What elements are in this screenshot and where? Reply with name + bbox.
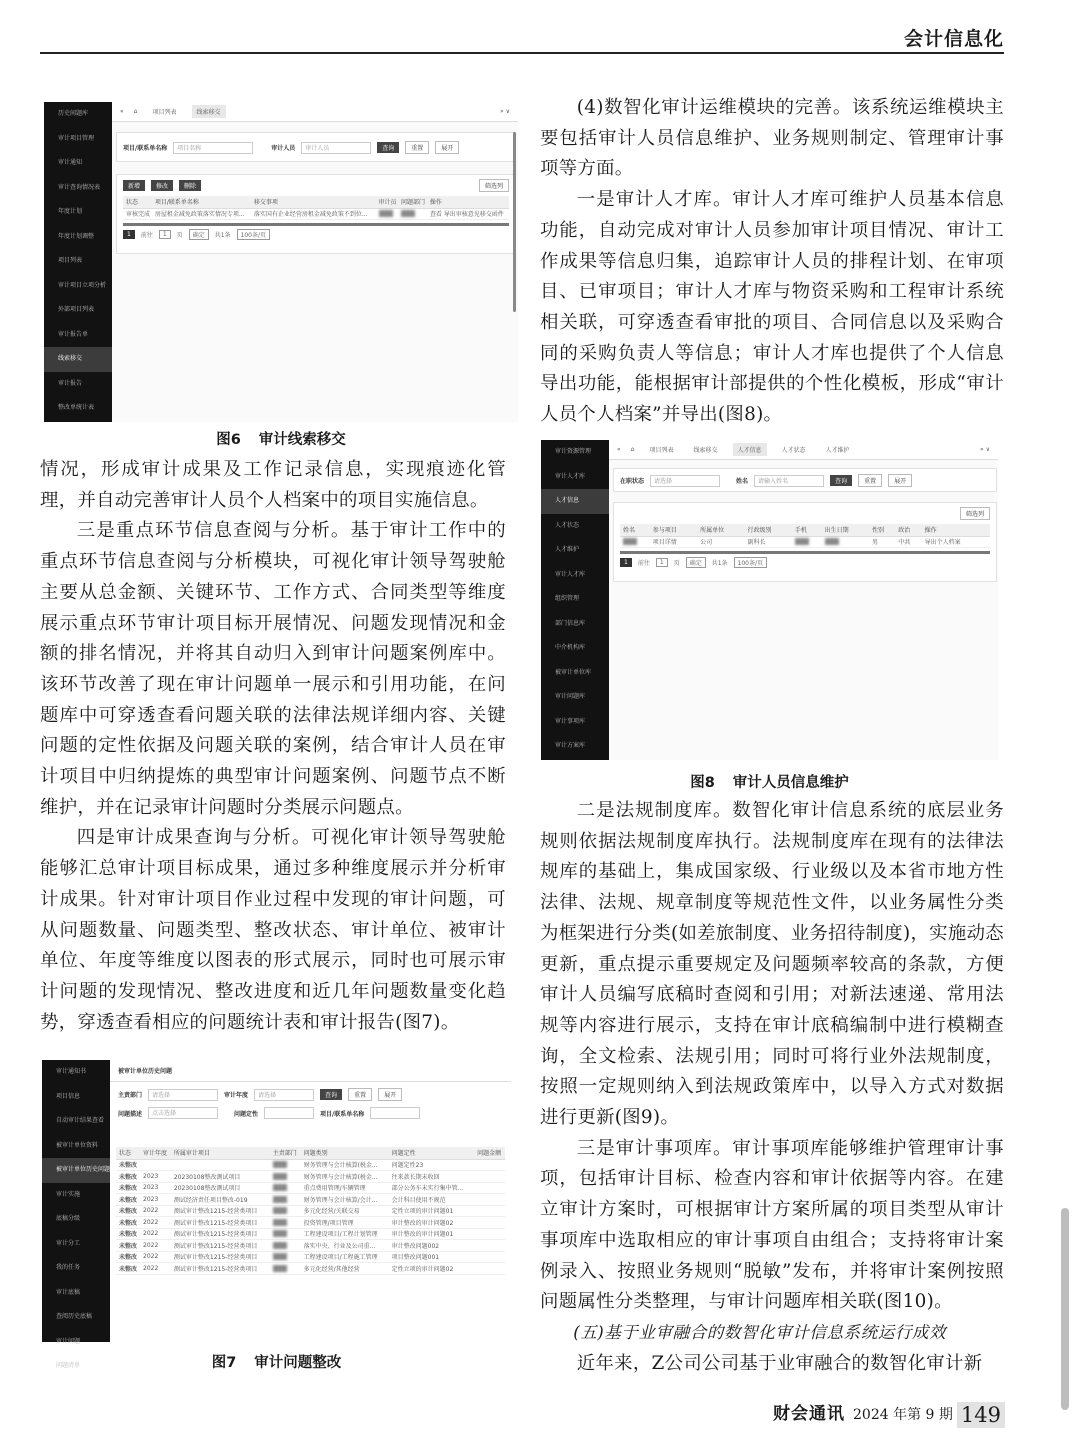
table-cell: 未整改 [116, 1251, 140, 1263]
redacted-value [273, 1196, 287, 1203]
table-cell: 测试审计整改1215-经营类项目 [171, 1228, 270, 1240]
sidebar-item[interactable]: 查阅历史底稿 [56, 1313, 93, 1320]
department-label: 主责部门 [118, 1092, 143, 1099]
table-cell [140, 1159, 171, 1171]
redacted-value [273, 1173, 287, 1180]
column-header[interactable]: 问题部门 [398, 196, 427, 208]
search-form [110, 1082, 511, 1125]
magazine-name: 财会通讯 [773, 1404, 846, 1424]
paragraph: 四是审计成果查询与分析。可视化审计领导驾驶舱能够汇总审计项目标成果，通过多种维度展示并分析审计成果。针对审计项目作业过程中发现的审计问题，可从问题数量、问题类型、整改状态、审计单位、被审计单位、年度等维度以图表的形式展示，同时也可展示审计问题的发现情况、整改进度和近几年问题数量变化趋势，穿透查看相应的问题统计表和审计报告(图7)。 [40, 827, 506, 1033]
redacted-value [273, 1230, 287, 1237]
figure-7-caption [42, 1351, 511, 1372]
column-header[interactable]: 状态 [123, 196, 152, 208]
table-cell [270, 1240, 301, 1252]
project-name-label: 项目/联系单名称 [123, 145, 168, 152]
table-cell: 2023 [140, 1171, 171, 1183]
table-row[interactable] [116, 1217, 505, 1229]
search-card [613, 468, 997, 492]
project-label: 项目/联系单名称 [320, 1110, 365, 1118]
table-cell: 未整改 [116, 1182, 140, 1194]
paragraph: (五)基于业审融合的数智化审计信息系统运行成效 [573, 1322, 947, 1342]
sidebar-item[interactable]: 问题清单 [56, 1362, 81, 1369]
figure-title: 审计人员信息维护 [732, 775, 849, 791]
table-cell [474, 1217, 505, 1229]
redacted-value [273, 1161, 287, 1168]
column-header[interactable]: 移交事项 [251, 196, 376, 208]
panel-title: 被审计单位历史问题 [110, 1060, 511, 1082]
table-row[interactable] [116, 1263, 505, 1275]
year-select[interactable]: 请选择 [254, 1089, 314, 1101]
page-footer [773, 1399, 1005, 1428]
pagination-item[interactable]: 1 [123, 230, 135, 239]
table-cell: 测试审计整改1215-经营类项目 [171, 1263, 270, 1275]
table-row[interactable] [116, 1205, 505, 1217]
pagination-item[interactable]: 确定 [686, 557, 706, 568]
sidebar-item[interactable]: 项目信息 [56, 1092, 81, 1100]
table-cell [474, 1240, 505, 1252]
column-header[interactable]: 问题金额 [474, 1147, 505, 1159]
sidebar-item[interactable]: 审计分工 [56, 1239, 81, 1247]
filter-columns-button[interactable]: 筛选列 [479, 179, 509, 192]
table-cell: 2022 [140, 1217, 171, 1229]
sidebar-item[interactable]: 项目列表 [58, 257, 83, 264]
table-cell: 多元化经营/关联交易 [301, 1205, 389, 1217]
table-cell: 2022 [140, 1228, 171, 1240]
column-header[interactable]: 问题定性 [389, 1147, 474, 1159]
column-header[interactable]: 所属审计项目 [171, 1147, 270, 1159]
pagination-item: 共1条 [214, 232, 231, 239]
viewer-scrollbar[interactable] [1061, 1208, 1069, 1410]
sidebar-item[interactable]: 审计报告单 [58, 330, 89, 338]
expand-button[interactable]: 展开 [888, 474, 912, 487]
figure-8-caption [541, 771, 998, 792]
table-row[interactable] [123, 208, 509, 220]
table-cell [474, 1171, 505, 1183]
column-header[interactable]: 问题类别 [301, 1147, 389, 1159]
table-cell [270, 1228, 301, 1240]
table-card [116, 174, 516, 254]
sidebar-item[interactable]: 审计通知书 [56, 1068, 87, 1075]
pagination-item[interactable]: 1 [159, 230, 171, 239]
sidebar-item[interactable]: 部门信息库 [555, 619, 586, 627]
tab[interactable]: 人才信息 [733, 443, 767, 456]
paragraph: 近年来，Z公司公司基于业审融合的数智化审计新 [576, 1352, 983, 1374]
table-cell: 未整改 [116, 1263, 140, 1275]
table-cell: 未整改 [116, 1171, 140, 1183]
column-header[interactable]: 参与项目 [650, 524, 697, 536]
figure-number: 图7 [211, 1355, 237, 1371]
status-label: 在职状态 [620, 478, 645, 485]
table-row[interactable] [116, 1182, 505, 1194]
pagination-item[interactable]: 100条/页 [734, 557, 767, 568]
table-cell: 审计整改的审计问题01 [389, 1228, 474, 1240]
pagination-item[interactable]: 100条/页 [237, 229, 270, 240]
sidebar-item[interactable]: 年度计划调整 [58, 232, 95, 240]
column-header[interactable]: 手机 [792, 524, 822, 536]
table-cell [474, 1194, 505, 1206]
edit-button[interactable]: 修改 [151, 180, 173, 191]
table-cell: 落实国有企业经营房租金减免政策不到位... [251, 208, 376, 220]
tab-bar [609, 440, 998, 460]
table-cell: 未整改 [116, 1159, 140, 1171]
table-cell: 20230108整改测试项目 [171, 1171, 270, 1183]
issues-table [116, 1147, 505, 1275]
pagination-item[interactable]: 1 [656, 558, 668, 567]
sidebar-item[interactable]: 自动审计结果查看 [56, 1117, 105, 1124]
paragraph: (4)数智化审计运维模块的完善。该系统运维模块主要包括审计人员信息维护、业务规则制定、管理审计事项等方面。 [540, 97, 1004, 180]
tab[interactable]: 项目列表 [649, 447, 674, 454]
table-cell: 项目详情 [650, 536, 697, 548]
table-cell: 投资管理/项目管理 [301, 1217, 389, 1229]
tab-bar [112, 102, 518, 122]
sidebar-item[interactable]: 审计查询情况表 [58, 183, 101, 191]
pagination [620, 557, 990, 568]
table-cell: 未整改 [116, 1194, 140, 1206]
table-cell: 2022 [140, 1251, 171, 1263]
table-cell: 多元化经营/其他经营 [301, 1263, 389, 1275]
table-row[interactable] [620, 536, 990, 548]
query-button[interactable]: 查询 [320, 1089, 342, 1100]
clue-table [123, 196, 509, 220]
table-cell: 工程建设项目/工程施工管理 [301, 1251, 389, 1263]
table-cell: 定性立项的审计问题01 [389, 1205, 474, 1217]
name-input[interactable]: 请输入姓名 [754, 475, 824, 487]
pagination-item: 前往 [637, 560, 650, 567]
expand-button[interactable]: 展开 [435, 141, 459, 154]
table-cell [398, 208, 427, 220]
paragraph: 三是审计事项库。审计事项库能够维护管理审计事项，包括审计目标、检查内容和审计依据等内容。在建立审计方案时，可根据审计方案所属的项目类型从审计事项库中选取相应的审计事项自由组合；支持将审计案例录入、按照业务规则“脱敏”发布，并将审计案例按照问题属性分类整理，与审计问题库相关联(图10)。 [540, 1137, 1004, 1313]
table-row[interactable] [116, 1171, 505, 1183]
sidebar-item[interactable]: 人才维护 [555, 546, 580, 553]
pagination-item[interactable]: 1 [620, 558, 632, 567]
table-cell: 男 [869, 536, 895, 548]
table-cell: 落实中央、行业及公司重... [301, 1240, 389, 1252]
sidebar-item[interactable]: 审计资源管理 [555, 448, 592, 455]
sidebar-item[interactable]: 被审计单位库 [555, 668, 592, 676]
pagination [123, 229, 509, 240]
status-select[interactable]: 请选择 [650, 475, 720, 487]
reset-button[interactable]: 重置 [405, 141, 429, 154]
pagination-item: 前往 [140, 232, 153, 239]
table-cell: 副科长 [744, 536, 791, 548]
table-cell: 未整改 [116, 1228, 140, 1240]
reset-button[interactable]: 重置 [348, 1088, 372, 1101]
auditor-label: 审计人员 [271, 145, 296, 152]
table-row[interactable] [116, 1240, 505, 1252]
table-cell [270, 1217, 301, 1229]
sidebar-item[interactable]: 审计项目管理 [58, 134, 95, 142]
table-cell: 项目整改问题001 [389, 1251, 474, 1263]
sidebar-item[interactable]: 线索移交 [44, 347, 112, 372]
right-column-top-text [540, 93, 1004, 431]
table-card [613, 502, 997, 582]
running-header [40, 26, 1004, 54]
redacted-value [273, 1265, 287, 1272]
table-cell: 导出个人档案 [922, 536, 990, 548]
sidebar-item[interactable]: 外部项目列表 [58, 306, 95, 313]
table-cell: 问题定性23 [389, 1159, 474, 1171]
tab[interactable]: 人才状态 [781, 447, 806, 454]
redacted-value [623, 538, 637, 545]
redacted-value [825, 538, 839, 545]
table-cell [792, 536, 822, 548]
table-cell: 测试审计整改1215-经营类项目 [171, 1240, 270, 1252]
column-header[interactable]: 审计年度 [140, 1147, 171, 1159]
collapse-icon[interactable]: « [120, 108, 124, 115]
table-cell [474, 1205, 505, 1217]
column-header[interactable]: 所属单位 [697, 524, 744, 536]
issue-desc-input[interactable]: 点击选择 [148, 1107, 218, 1119]
table-cell: 财务管理与会计核算(税金... [301, 1159, 389, 1171]
table-row[interactable] [116, 1159, 505, 1171]
column-header[interactable]: 姓名 [620, 524, 650, 536]
table-cell: 审计整改的审计问题02 [389, 1217, 474, 1229]
sidebar-item[interactable]: 组织管理 [555, 595, 580, 602]
table-cell: 会计科目使用不规范 [389, 1194, 474, 1206]
column-header[interactable]: 行政级别 [744, 524, 791, 536]
redacted-value [273, 1207, 287, 1214]
figure-8-screenshot [541, 440, 998, 760]
redacted-value [273, 1219, 287, 1226]
sidebar-item[interactable]: 审计底稿 [56, 1288, 81, 1296]
home-icon[interactable]: ⌂ [630, 446, 635, 453]
main-panel [110, 1060, 511, 1342]
table-cell [620, 536, 650, 548]
issue-nature-input[interactable] [264, 1107, 314, 1119]
column-header[interactable]: 政治 [895, 524, 921, 536]
project-input[interactable] [370, 1107, 420, 1119]
column-header[interactable]: 性别 [869, 524, 895, 536]
more-tabs-icon[interactable]: » ∨ [500, 108, 510, 115]
figure-6-caption [44, 428, 518, 449]
main-panel [609, 440, 998, 760]
table-cell: 工程建设项目/工程计划管理 [301, 1228, 389, 1240]
delete-button[interactable]: 删除 [179, 180, 201, 191]
sidebar-item[interactable]: 人才信息 [541, 489, 609, 514]
redacted-value [401, 210, 415, 217]
reset-button[interactable]: 重置 [858, 474, 882, 487]
table-cell [822, 536, 869, 548]
sidebar-item[interactable]: 被审计单位资料 [56, 1141, 99, 1149]
table-cell: 2022 [140, 1205, 171, 1217]
more-tabs-icon[interactable]: » ∨ [980, 446, 990, 453]
sidebar-item[interactable]: 底稿分级 [56, 1215, 81, 1222]
pagination-item[interactable]: 确定 [189, 229, 209, 240]
column-header[interactable]: 操作 [427, 196, 509, 208]
redacted-value [273, 1184, 287, 1191]
sidebar-item[interactable]: 审计问题 [56, 1337, 81, 1345]
talent-table [620, 524, 990, 548]
redacted-value [795, 538, 809, 545]
table-row[interactable] [116, 1251, 505, 1263]
main-panel [112, 102, 518, 422]
table-cell [474, 1182, 505, 1194]
sidebar-item[interactable]: 中介机构库 [555, 644, 586, 651]
auditor-input[interactable]: 审计人员 [301, 142, 371, 154]
expand-button[interactable]: 展开 [378, 1088, 402, 1101]
figure-title: 审计线索移交 [258, 432, 346, 448]
page-number: 149 [957, 1402, 1005, 1428]
sidebar-item[interactable]: 历史间题库 [58, 110, 89, 117]
home-icon[interactable]: ⌂ [133, 108, 138, 115]
sidebar-item[interactable]: 审计事项库 [555, 717, 586, 725]
paragraph: 一是审计人才库。审计人才库可维护人员基本信息功能，自动完成对审计人员参加审计项目情况、审计工作成果等信息归集，追踪审计人员的排程计划、在审项目、已审项目；审计人才库与物资采购和工程审计系统相关联，可穿透查看审批的项目、合同信息以及采购合同的采购负责人等信息；审计人才库也提供了个人信息导出功能，能根据审计部提供的个性化模板，形成“审计人员个人档案”并导出(图8)。 [540, 189, 1004, 426]
sidebar [541, 440, 609, 760]
table-cell: 未整改 [116, 1217, 140, 1229]
tab-clue-transfer[interactable]: 线索移交 [192, 105, 226, 118]
sidebar-item[interactable]: 人才状态 [555, 521, 580, 529]
redacted-value [273, 1242, 287, 1249]
redacted-value [273, 1253, 287, 1260]
pagination-item: 共1条 [711, 560, 728, 567]
table-cell: 财务管理与会计核算/会计... [301, 1194, 389, 1206]
sidebar-item[interactable]: 审计报告 [58, 379, 83, 387]
table-cell: 2022 [140, 1240, 171, 1252]
paragraph: 三是重点环节信息查阅与分析。基于审计工作中的重点环节信息查阅与分析模块，可视化审计领导驾驶舱主要从总金额、关键环节、工作方式、合同类型等维度展示重点环节审计项目标开展情况、问题发现情况和金额的排名情况，并将其自动归入到审计问题案例库中。该环节改善了现在审计问题单一展示和引用功能，在问题库中可穿透查看问题关联的法律法规详细内容、关键问题的定性依据及问题关联的案例，结合审计人员在审计项目中归纳提炼的典型审计问题案例、问题节点不断维护，并在记录审计问题时分类展示问题点。 [40, 520, 506, 818]
paragraph: 二是法规制度库。数智化审计信息系统的底层业务规则依据法规制度库执行。法规制度库在现有的法律法规库的基础上，集成国家级、行业级以及本省市地方性法律、法规、规章制度等规范性文件，以业务属性分类为框架进行分类(如差旅制度、业务招待制度)，实施动态更新，重点提示重要规定及问题频率较高的条款，方便审计人员编写底稿时查阅和引用；对新法速递、常用法规等内容进行展示，支持在审计底稿编制中进行模糊查询，全文检索、法规引用；同时可将行业外法规制度，按照一定规则纳入到法规政策库中，以导入方式对数据进行更新(图9)。 [540, 800, 1004, 1129]
column-header[interactable]: 审计员 [376, 196, 398, 208]
sidebar-item[interactable]: 审计问题库 [555, 693, 586, 700]
table-cell: 测试审计整改1215-经营类项目 [171, 1217, 270, 1229]
query-button[interactable]: 查询 [377, 142, 399, 153]
tab[interactable]: 人才维护 [825, 447, 850, 454]
tab[interactable]: 线索移交 [693, 447, 718, 454]
sidebar-item[interactable]: 审计通知 [58, 159, 83, 166]
table-cell [270, 1171, 301, 1183]
sidebar-item[interactable]: 审计项目立项分析 [58, 281, 107, 289]
table-cell: 测试审计整改1215-经营类项目 [171, 1205, 270, 1217]
sidebar-items [44, 102, 112, 421]
sidebar [44, 102, 112, 422]
add-button[interactable]: 新增 [123, 180, 145, 191]
figure-6-screenshot [44, 102, 518, 422]
table-cell [474, 1263, 505, 1275]
figure-number: 图8 [690, 775, 715, 791]
column-header[interactable]: 出生日期 [822, 524, 869, 536]
table-cell: 房屋租金减免政策落实情况专项... [152, 208, 251, 220]
column-header[interactable]: 主责部门 [270, 1147, 301, 1159]
sidebar [42, 1060, 111, 1369]
sidebar-item[interactable]: 审计人才库 [555, 472, 586, 480]
table-cell: 重点费用管理/车辆管理 [301, 1182, 389, 1194]
filter-columns-button[interactable]: 筛选列 [960, 507, 990, 520]
left-column-text [40, 455, 506, 1038]
search-card [116, 132, 516, 162]
table-cell [270, 1263, 301, 1275]
table-cell: 2023 [140, 1194, 171, 1206]
table-cell: 查看 导出审核意见移交函件 [427, 208, 509, 220]
sidebar-items [42, 1060, 110, 1379]
column-header[interactable]: 操作 [922, 524, 990, 536]
sidebar-item[interactable]: 被审计单位历史问题 [42, 1158, 110, 1183]
sidebar-item[interactable]: 审计人才库 [555, 570, 586, 578]
table-cell: 审核完成 [123, 208, 152, 220]
table-cell [270, 1182, 301, 1194]
table-cell: 部分公务车未实行集中管... [389, 1182, 474, 1194]
column-header[interactable]: 状态 [116, 1147, 140, 1159]
figure-number: 图6 [216, 432, 241, 448]
table-cell [474, 1251, 505, 1263]
table-cell: 测试审计整改1215-经营类项目 [171, 1251, 270, 1263]
paragraph: 情况，形成审计成果及工作记录信息，实现痕迹化管理，并自动完善审计人员个人档案中的项目实施信息。 [40, 459, 506, 511]
redacted-value [379, 210, 393, 217]
table-cell [270, 1159, 301, 1171]
table-cell: 财务管理与会计核算(税金... [301, 1171, 389, 1183]
table-cell [376, 208, 398, 220]
name-label: 姓名 [736, 478, 749, 485]
year-label: 审计年度 [224, 1092, 249, 1099]
section-title: 会计信息化 [903, 28, 1004, 50]
pagination-item: 页 [176, 232, 183, 239]
issue-desc-label: 问题描述 [118, 1110, 143, 1118]
table-cell: 公司 [697, 536, 744, 548]
table-cell: 未整改 [116, 1240, 140, 1252]
tab-project-list[interactable]: 项目列表 [152, 109, 177, 116]
table-cell: 2022 [140, 1263, 171, 1275]
table-cell [270, 1194, 301, 1206]
table-cell: 往来款长期未收回 [389, 1171, 474, 1183]
collapse-icon[interactable]: « [617, 446, 621, 453]
sidebar-item[interactable]: 审计方案库 [555, 742, 586, 749]
sidebar-item[interactable]: 审计实施 [56, 1190, 81, 1198]
table-cell: 未整改 [116, 1205, 140, 1217]
scrollbar[interactable] [513, 132, 516, 312]
figure-title: 审计问题整改 [254, 1355, 342, 1371]
table-cell [270, 1251, 301, 1263]
table-cell: 测试经济责任项目整改-019 [171, 1194, 270, 1206]
table-cell [270, 1205, 301, 1217]
table-cell [474, 1228, 505, 1240]
issue-nature-label: 问题定性 [234, 1110, 259, 1118]
table-cell: 20230108整改测试项目 [171, 1182, 270, 1194]
table-row[interactable] [116, 1228, 505, 1240]
sidebar-item[interactable]: 整改单统计表 [58, 404, 95, 411]
table-cell: 中共 [895, 536, 921, 548]
sidebar-item[interactable]: 我的任务 [56, 1264, 81, 1271]
table-cell [171, 1159, 270, 1171]
department-select[interactable]: 请选择 [148, 1089, 218, 1101]
table-cell [474, 1159, 505, 1171]
column-header[interactable]: 项目/联系单名称 [152, 196, 251, 208]
project-name-input[interactable]: 项目名称 [173, 142, 253, 154]
table-cell: 定性立项的审计问题02 [389, 1263, 474, 1275]
table-row[interactable] [116, 1194, 505, 1206]
issue-label: 2024 年第 9 期 [853, 1407, 953, 1423]
sidebar-item[interactable]: 年度计划 [58, 208, 83, 215]
right-column-bottom-text [540, 796, 1004, 1379]
table-cell: 审计整改问题002 [389, 1240, 474, 1252]
pagination-item: 页 [673, 560, 680, 567]
table-cell: 2023 [140, 1182, 171, 1194]
sidebar-items [541, 440, 609, 759]
query-button[interactable]: 查询 [830, 475, 852, 486]
